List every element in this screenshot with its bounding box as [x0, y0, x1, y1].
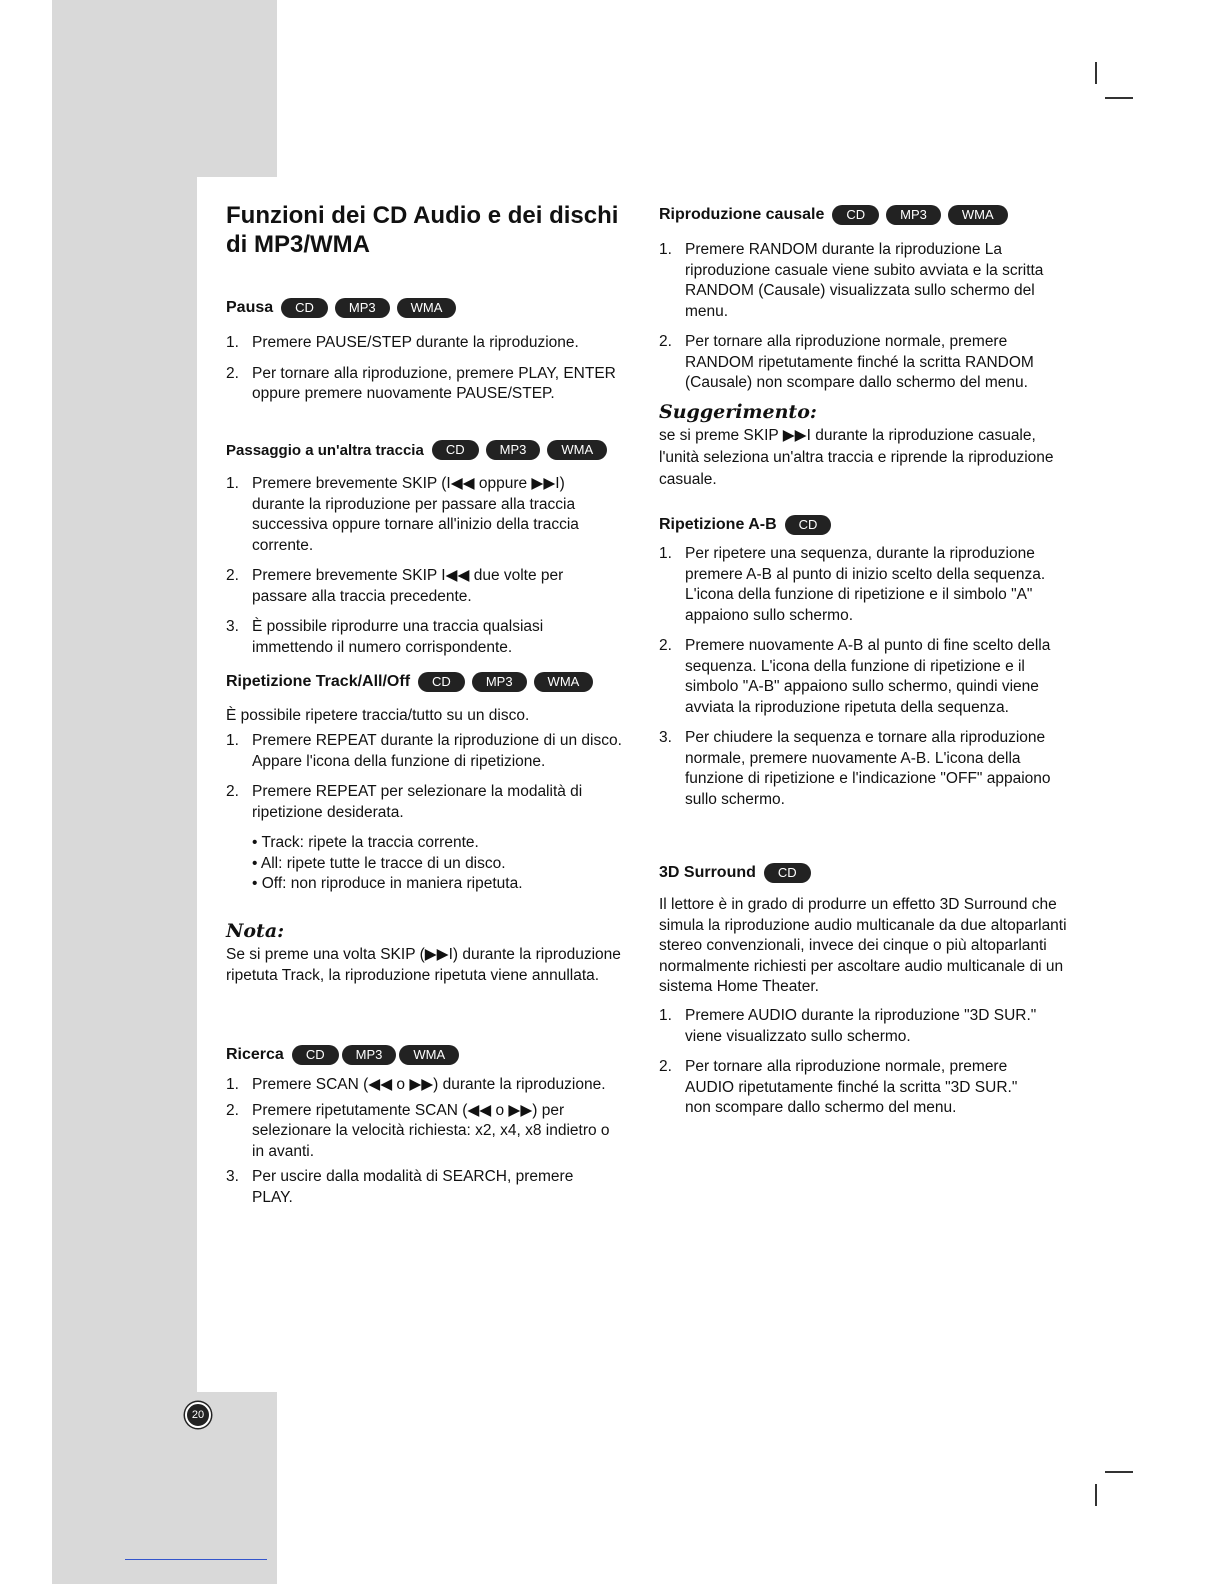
ab-list [659, 544, 1059, 820]
wma-badge: WMA [547, 440, 607, 460]
list-item: 1. Premere brevemente SKIP (I◀◀ oppure ▶▶I) durante la riproduzione per passare alla traccia successiva oppure tornare all'inizio della traccia corrente. [226, 475, 579, 554]
section-surround-heading: 3D Surround CD [659, 863, 818, 883]
section-ricerca-heading: Ricerca CD MP3 WMA [226, 1045, 466, 1065]
mp3-badge: MP3 [886, 205, 941, 225]
section-ripetizione-heading: Ripetizione Track/All/Off CD MP3 WMA [226, 672, 600, 692]
suggerimento-heading: Suggerimento: [659, 401, 817, 423]
ripetizione-list [226, 731, 626, 833]
crop-mark-bottom-horizontal [1105, 1471, 1133, 1473]
cd-badge: CD [292, 1045, 339, 1065]
section-casuale-heading: Riproduzione causale CD MP3 WMA [659, 205, 1015, 225]
list-item: 3. Per uscire dalla modalità di SEARCH, premere PLAY. [226, 1168, 574, 1206]
cd-badge: CD [832, 205, 879, 225]
casuale-list [659, 240, 1069, 404]
pausa-list [226, 333, 626, 415]
cd-badge: CD [785, 515, 832, 535]
section-ab-heading: Ripetizione A-B CD [659, 515, 838, 535]
list-item: 3. Per chiudere la sequenza e tornare alla riproduzione normale, premere nuovamente A-B. L'icona della funzione di ripetizione e l'indicazione "OFF" appaiono sullo schermo. [659, 729, 1051, 808]
list-item: 3. È possibile riprodurre una traccia qualsiasi immettendo il numero corrispondente. [226, 618, 544, 656]
list-item: 1. Premere REPEAT durante la riproduzione di un disco. Appare l'icona della funzione di ripetizione. [226, 732, 622, 770]
cd-badge: CD [418, 672, 465, 692]
cd-badge: CD [281, 298, 328, 318]
ripetizione-modes [252, 833, 523, 895]
passaggio-list [226, 474, 606, 668]
list-item: 2. Per tornare alla riproduzione normale, premere RANDOM ripetutamente finché la scritta RANDOM (Causale) non scompare dallo schermo del menu. [659, 333, 1034, 391]
mp3-badge: MP3 [486, 440, 541, 460]
section-pausa-heading: Pausa CD MP3 WMA [226, 298, 463, 318]
crop-mark-top-vertical [1095, 62, 1097, 84]
cd-badge: CD [432, 440, 479, 460]
mp3-badge: MP3 [342, 1045, 397, 1065]
page-number-badge: 20 [185, 1402, 211, 1428]
list-item: 2. Per tornare alla riproduzione, premere PLAY, ENTER oppure premere nuovamente PAUSE/STEP. [226, 364, 616, 402]
wma-badge: WMA [397, 298, 457, 318]
list-item: • All: ripete tutte le tracce di un disco. [252, 854, 506, 872]
list-item: 1. Premere SCAN (◀◀ o ▶▶) durante la riproduzione. [226, 1076, 606, 1093]
list-item: 2. Premere ripetutamente SCAN (◀◀ o ▶▶) per selezionare la velocità richiesta: x2, x4, x8 indietro o in avanti. [226, 1101, 610, 1160]
list-item: • Track: ripete la traccia corrente. [252, 834, 479, 851]
cd-badge: CD [764, 863, 811, 883]
list-item: • Off: non riproduce in maniera ripetuta. [252, 875, 523, 892]
list-item: 1. Premere AUDIO durante la riproduzione "3D SUR." viene visualizzato sullo schermo. [659, 1007, 1037, 1045]
mp3-badge: MP3 [472, 672, 527, 692]
surround-list [659, 1006, 1044, 1129]
surround-intro: Il lettore è in grado di produrre un effetto 3D Surround che simula la riproduzione audio multicanale da due altoparlanti stereo convenzionali, invece dei cinque o più altoparlanti normalmente richiesti per ascoltare audio multicanale di un sistema Home Theater. [659, 896, 1067, 995]
mp3-badge: MP3 [335, 298, 390, 318]
list-item: 2. Premere REPEAT per selezionare la modalità di ripetizione desiderata. [226, 783, 583, 821]
list-item: 2. Per tornare alla riproduzione normale, premere AUDIO ripetutamente finché la scritta "3D SUR." non scompare dallo schermo del menu. [659, 1058, 1018, 1116]
ricerca-list [226, 1075, 611, 1218]
list-item: 2. Premere brevemente SKIP I◀◀ due volte per passare alla traccia precedente. [226, 567, 564, 605]
nota-text: Se si preme una volta SKIP (▶▶I) durante la riproduzione ripetuta Track, la riproduzione ripetuta viene annullata. [226, 946, 621, 984]
list-item: 1. Premere PAUSE/STEP durante la riproduzione. [226, 334, 579, 351]
wma-badge: WMA [948, 205, 1008, 225]
crop-mark-top-horizontal [1105, 97, 1133, 99]
footer-link-underline [125, 1559, 267, 1560]
crop-mark-bottom-vertical [1095, 1484, 1097, 1506]
nota-heading: Nota: [226, 920, 285, 942]
wma-badge: WMA [534, 672, 594, 692]
list-item: 1. Premere RANDOM durante la riproduzione La riproduzione casuale viene subito avviata e la scritta RANDOM (Causale) visualizzata sullo schermo del menu. [659, 241, 1044, 320]
page-title: Funzioni dei CD Audio e dei dischi di MP3/WMA [226, 202, 619, 258]
wma-badge: WMA [399, 1045, 459, 1065]
list-item: 1. Per ripetere una sequenza, durante la riproduzione premere A-B al punto di inizio scelto della sequenza. L'icona della funzione di ripetizione e il simbolo "A" appaiono sullo schermo. [659, 545, 1046, 624]
list-item: 2. Premere nuovamente A-B al punto di fine scelto della sequenza. L'icona della funzione di ripetizione e il simbolo "A-B" appaiono sullo schermo, quindi viene avviata la riproduzione ripetuta della sequenza. [659, 637, 1051, 716]
ripetizione-intro: È possibile ripetere traccia/tutto su un disco. [226, 707, 530, 724]
section-passaggio-heading: Passaggio a un'altra traccia CD MP3 WMA [226, 440, 614, 460]
suggerimento-text: se si preme SKIP ▶▶I durante la riproduzione casuale, l'unità seleziona un'altra traccia e riprende la riproduzione casuale. [659, 427, 1054, 488]
